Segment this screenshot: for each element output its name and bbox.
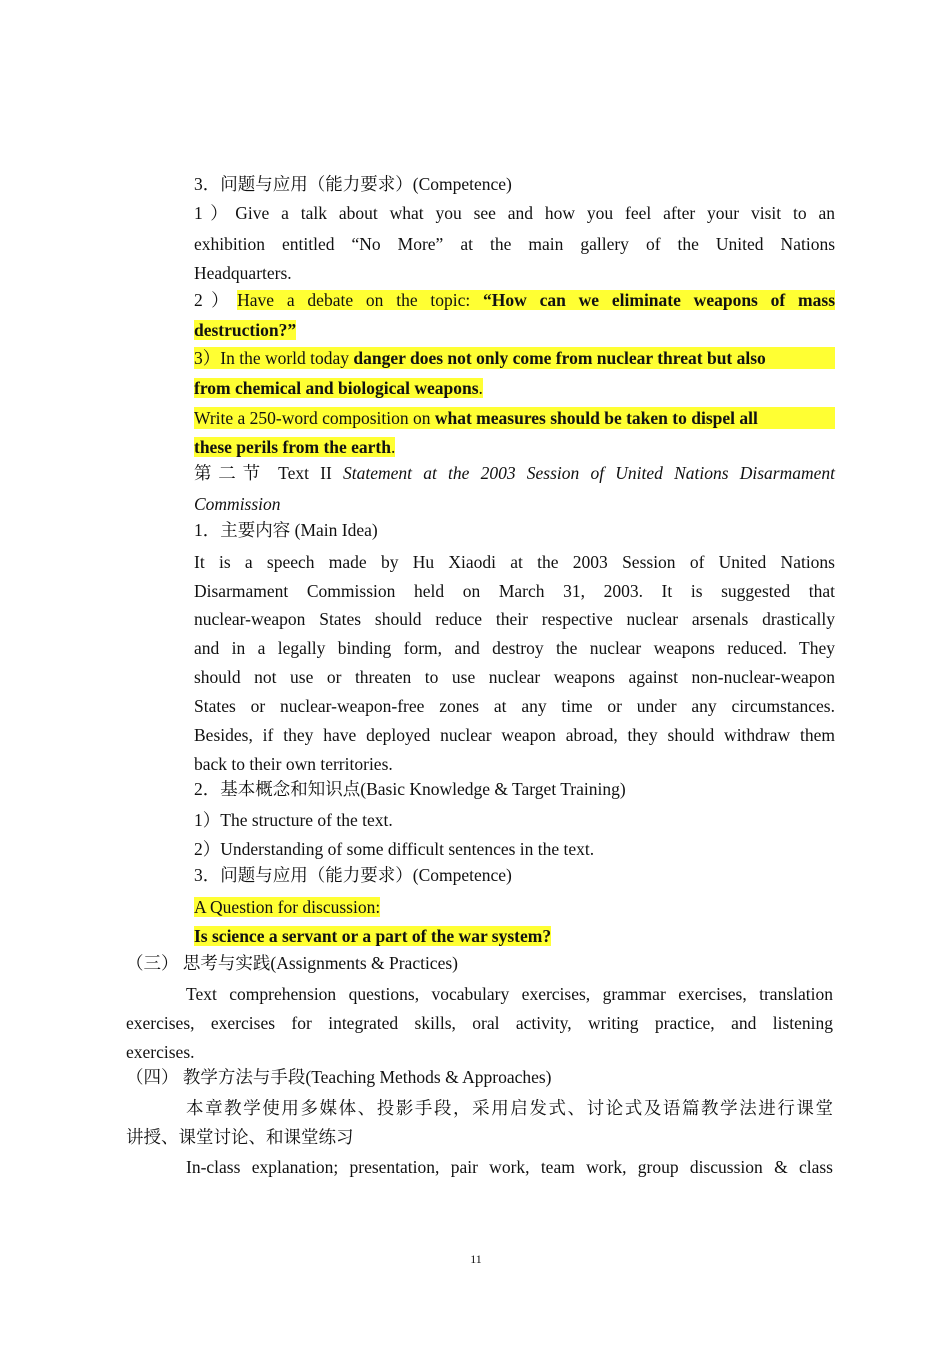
section-2-title-line-2: [194, 493, 281, 515]
composition-intro: Write a 250-word composition on: [194, 408, 435, 428]
main-idea-line-2: Disarmament Commission held on March 31, 2003. It is suggested that: [194, 581, 835, 601]
item-3-intro: 3）In the world today: [194, 348, 354, 368]
competence-item-2-line-1: [194, 289, 835, 311]
composition-line-1: [194, 407, 835, 429]
item-2-prefix: 2）: [194, 290, 238, 310]
basic-knowledge-item-1: 1）The structure of the text.: [194, 810, 393, 830]
debate-topic-question-end: destruction?”: [194, 320, 297, 340]
composition-bold-2: these perils from the earth: [194, 437, 391, 457]
main-idea-line-1: It is a speech made by Hu Xiaodi at the 2003 Session of United Nations: [194, 552, 835, 572]
discussion-label: [194, 896, 380, 918]
assignments-line-2: exercises, exercises for integrated skills, oral activity, writing practice, and listening: [126, 1013, 833, 1033]
basic-knowledge-heading: 2．基本概念和知识点(Basic Knowledge & Target Training): [194, 779, 626, 799]
discussion-question-text: Is science a servant or a part of the war system?: [194, 926, 552, 946]
main-idea-line-8: back to their own territories.: [194, 754, 393, 774]
assignments-line-1: Text comprehension questions, vocabulary exercises, grammar exercises, translation: [186, 984, 833, 1004]
competence-item-3-line-2: [194, 377, 483, 399]
composition-period: .: [391, 437, 396, 457]
competence-heading-2: 3．问题与应用（能力要求）(Competence): [194, 865, 512, 885]
item-3-bold-2: from chemical and biological weapons: [194, 378, 479, 398]
main-idea-line-5: should not use or threaten to use nuclear weapons against non-nuclear-weapon: [194, 667, 835, 687]
main-idea-line-7: Besides, if they have deployed nuclear weapon abroad, they should withdraw them: [194, 725, 835, 745]
assignments-line-3: exercises.: [126, 1042, 195, 1062]
assignments-heading: （三） 思考与实践(Assignments & Practices): [126, 953, 458, 973]
section-2-label: 第二节 Text II: [194, 463, 344, 483]
composition-line-2: [194, 436, 395, 458]
page-number: 11: [470, 1252, 482, 1266]
section-2-title: Statement at the 2003 Session of United Nations Disarmament: [343, 463, 835, 483]
discussion-label-text: A Question for discussion:: [194, 897, 381, 917]
composition-bold-1: what measures should be taken to dispel all: [434, 408, 758, 428]
section-2-title-line-1: [194, 462, 835, 484]
debate-topic-label: [237, 290, 835, 310]
methods-english-line-1: In-class explanation; presentation, pair work, team work, group discussion & class: [186, 1157, 833, 1177]
main-idea-line-4: and in a legally binding form, and destroy the nuclear weapons reduced. They: [194, 638, 835, 658]
competence-item-1-line-1: 1）Give a talk about what you see and how you feel after your visit to an: [194, 203, 835, 223]
competence-item-1-line-3: Headquarters.: [194, 263, 292, 283]
competence-item-3-line-1: [194, 347, 835, 369]
methods-chinese-line-2: 讲授、课堂讨论、和课堂练习: [126, 1127, 354, 1147]
competence-heading: 3．问题与应用（能力要求）(Competence): [194, 174, 512, 194]
main-idea-heading: 1．主要内容 (Main Idea): [194, 520, 378, 540]
discussion-question: [194, 925, 551, 947]
methods-chinese-line-1: 本章教学使用多媒体、投影手段，采用启发式、讨论式及语篇教学法进行课堂: [186, 1098, 833, 1118]
item-3-bold-1: danger does not only come from nuclear threat but also: [353, 348, 766, 368]
basic-knowledge-item-2: 2）Understanding of some difficult sentences in the text.: [194, 839, 595, 859]
debate-topic-intro: Have a debate on the topic:: [237, 290, 484, 310]
item-3-period: .: [478, 378, 483, 398]
main-idea-line-3: nuclear-weapon States should reduce their respective nuclear arsenals drastically: [194, 609, 835, 629]
debate-topic-question: “How can we eliminate weapons of mass: [483, 290, 836, 310]
methods-heading: （四） 教学方法与手段(Teaching Methods & Approaches): [126, 1067, 552, 1087]
section-2-title-end: Commission: [194, 494, 281, 514]
competence-item-2-line-2: [194, 319, 296, 341]
main-idea-line-6: States or nuclear-weapon-free zones at any time or under any circumstances.: [194, 696, 835, 716]
competence-item-1-line-2: exhibition entitled “No More” at the main gallery of the United Nations: [194, 234, 835, 254]
